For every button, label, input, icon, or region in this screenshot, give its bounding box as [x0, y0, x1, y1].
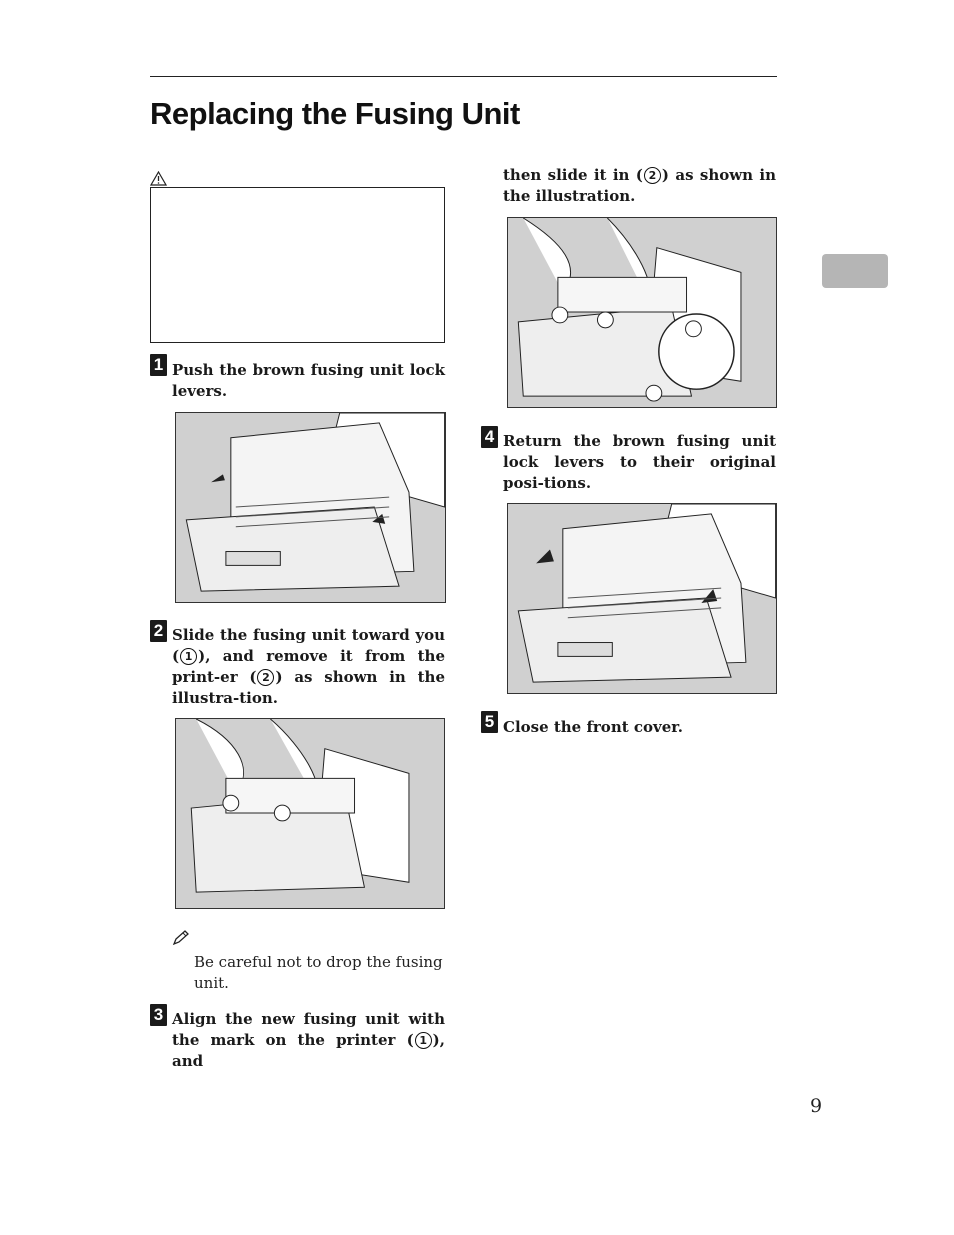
step-number-3: 3	[150, 1004, 167, 1026]
circled-number: 1	[180, 648, 197, 665]
circled-number: 2	[257, 669, 274, 686]
step-number-4: 4	[481, 426, 498, 448]
step-3-text: Align the new fusing unit with the mark on the printer ( 1 ), and	[172, 1010, 451, 1070]
note-text: Be careful not to drop the fusing unit.	[194, 953, 443, 992]
step-5-text: Close the front cover.	[503, 718, 684, 736]
page-number: 9	[810, 1095, 823, 1117]
chapter-tab	[822, 254, 888, 288]
printer-illustration	[176, 719, 444, 908]
step-number-2: 2	[150, 620, 167, 642]
page-title: Replacing the Fusing Unit	[150, 96, 520, 131]
step-2-text: Slide the fusing unit toward you ( 1 ), and remove it from the print-er ( 2 ) as shown in the illustra-tion.	[172, 626, 451, 707]
illustration-return-levers	[507, 503, 777, 694]
printer-illustration	[176, 413, 445, 602]
illustration-remove-unit	[175, 718, 445, 909]
illustration-push-levers	[175, 412, 446, 603]
step-number-5: 5	[481, 711, 498, 733]
circled-number: 2	[644, 167, 661, 184]
illustration-insert-unit	[507, 217, 777, 408]
warning-triangle-icon	[150, 171, 167, 186]
step-number-1: 1	[150, 354, 167, 376]
step-1-text: Push the brown fusing unit lock levers.	[172, 361, 445, 400]
printer-illustration	[508, 504, 776, 693]
arrow-icon	[536, 550, 554, 564]
step-3-continued-text: then slide it in ( 2 ) as shown in the illustration.	[503, 166, 782, 205]
caution-box	[150, 187, 445, 343]
printer-illustration	[508, 218, 776, 407]
header-rule	[150, 76, 777, 77]
pencil-note-icon	[172, 929, 190, 947]
circled-number: 1	[415, 1032, 432, 1049]
step-4-text: Return the brown fusing unit lock levers to their original posi-tions.	[503, 432, 776, 492]
arrow-icon	[211, 474, 225, 482]
